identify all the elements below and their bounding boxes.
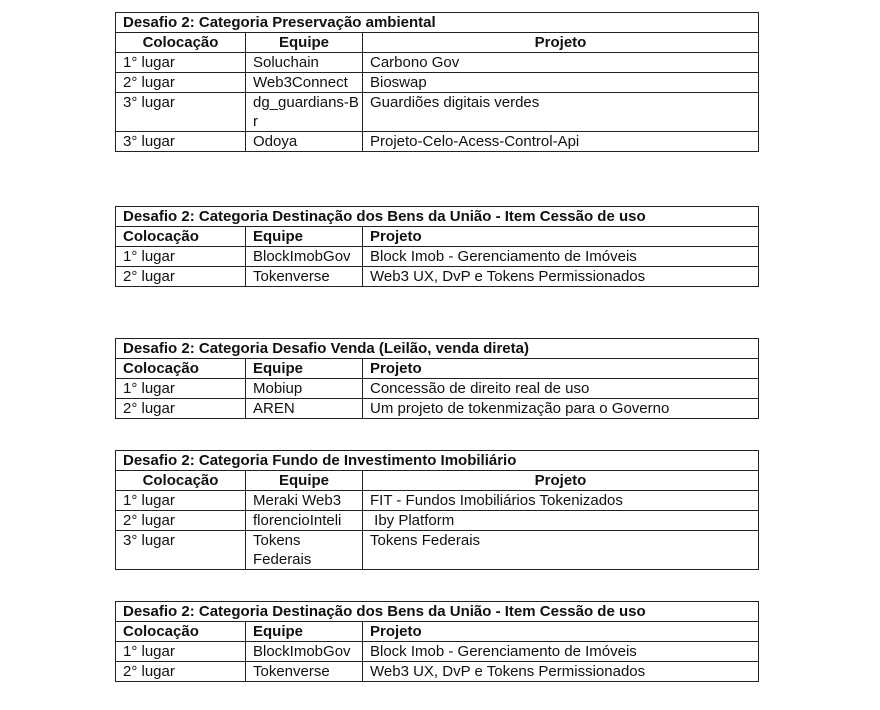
team-cell: Tokenverse	[246, 662, 363, 682]
column-header-colocacao: Colocação	[116, 622, 246, 642]
table-row	[116, 511, 759, 531]
column-header-colocacao: Colocação	[116, 359, 246, 379]
team-cell: Web3Connect	[246, 73, 363, 93]
project-cell: Block Imob - Gerenciamento de Imóveis	[363, 642, 759, 662]
team-cell: Meraki Web3	[246, 491, 363, 511]
table-row	[116, 491, 759, 511]
table-row	[116, 247, 759, 267]
team-cell: dg_guardians-Br	[246, 93, 363, 132]
header-row	[116, 471, 759, 491]
team-cell: Tokens Federais	[246, 531, 363, 570]
team-cell: BlockImobGov	[246, 642, 363, 662]
column-header-equipe: Equipe	[246, 471, 363, 491]
project-cell: Bioswap	[363, 73, 759, 93]
placement-cell: 2° lugar	[116, 399, 246, 419]
project-cell: Projeto-Celo-Acess-Control-Api	[363, 132, 759, 152]
results-table-cessao-de-uso-repeat	[115, 601, 759, 682]
header-row	[116, 622, 759, 642]
project-cell: Guardiões digitais verdes	[363, 93, 759, 132]
project-cell: Web3 UX, DvP e Tokens Permissionados	[363, 662, 759, 682]
placement-cell: 2° lugar	[116, 267, 246, 287]
table-row	[116, 53, 759, 73]
column-header-equipe: Equipe	[246, 33, 363, 53]
header-row	[116, 33, 759, 53]
placement-cell: 3° lugar	[116, 132, 246, 152]
project-cell: FIT - Fundos Imobiliários Tokenizados	[363, 491, 759, 511]
table-row	[116, 93, 759, 132]
project-cell: Block Imob - Gerenciamento de Imóveis	[363, 247, 759, 267]
project-cell: Um projeto de tokenmização para o Governo	[363, 399, 759, 419]
table-row	[116, 379, 759, 399]
placement-cell: 2° lugar	[116, 511, 246, 531]
column-header-colocacao: Colocação	[116, 471, 246, 491]
team-cell: florencioInteli	[246, 511, 363, 531]
placement-cell: 1° lugar	[116, 642, 246, 662]
table-row	[116, 73, 759, 93]
project-cell: Web3 UX, DvP e Tokens Permissionados	[363, 267, 759, 287]
placement-cell: 2° lugar	[116, 662, 246, 682]
table-row	[116, 132, 759, 152]
team-cell: Soluchain	[246, 53, 363, 73]
project-cell: Tokens Federais	[363, 531, 759, 570]
results-table-cessao-de-uso	[115, 206, 759, 287]
team-cell: BlockImobGov	[246, 247, 363, 267]
column-header-equipe: Equipe	[246, 622, 363, 642]
team-cell: Tokenverse	[246, 267, 363, 287]
table-row	[116, 642, 759, 662]
results-table-fundo-imobiliario	[115, 450, 759, 570]
column-header-colocacao: Colocação	[116, 227, 246, 247]
header-row	[116, 227, 759, 247]
column-header-projeto: Projeto	[363, 33, 759, 53]
placement-cell: 1° lugar	[116, 53, 246, 73]
table-row	[116, 662, 759, 682]
column-header-projeto: Projeto	[363, 471, 759, 491]
placement-cell: 1° lugar	[116, 247, 246, 267]
placement-cell: 3° lugar	[116, 531, 246, 570]
placement-cell: 3° lugar	[116, 93, 246, 132]
table-title: Desafio 2: Categoria Fundo de Investimento Imobiliário	[116, 451, 759, 471]
column-header-equipe: Equipe	[246, 227, 363, 247]
project-cell: Concessão de direito real de uso	[363, 379, 759, 399]
column-header-projeto: Projeto	[363, 359, 759, 379]
header-row	[116, 359, 759, 379]
table-row	[116, 399, 759, 419]
results-table-desafio-venda	[115, 338, 759, 419]
team-cell: Mobiup	[246, 379, 363, 399]
table-title: Desafio 2: Categoria Desafio Venda (Leilão, venda direta)	[116, 339, 759, 359]
placement-cell: 1° lugar	[116, 491, 246, 511]
team-cell: Odoya	[246, 132, 363, 152]
project-cell: Iby Platform	[363, 511, 759, 531]
column-header-projeto: Projeto	[363, 622, 759, 642]
table-title: Desafio 2: Categoria Destinação dos Bens da União - Item Cessão de uso	[116, 207, 759, 227]
placement-cell: 2° lugar	[116, 73, 246, 93]
team-cell: AREN	[246, 399, 363, 419]
project-cell: Carbono Gov	[363, 53, 759, 73]
table-row	[116, 531, 759, 570]
table-row	[116, 267, 759, 287]
column-header-equipe: Equipe	[246, 359, 363, 379]
table-title: Desafio 2: Categoria Preservação ambiental	[116, 13, 759, 33]
results-table-preservacao-ambiental	[115, 12, 759, 152]
table-title: Desafio 2: Categoria Destinação dos Bens da União - Item Cessão de uso	[116, 602, 759, 622]
placement-cell: 1° lugar	[116, 379, 246, 399]
column-header-projeto: Projeto	[363, 227, 759, 247]
column-header-colocacao: Colocação	[116, 33, 246, 53]
